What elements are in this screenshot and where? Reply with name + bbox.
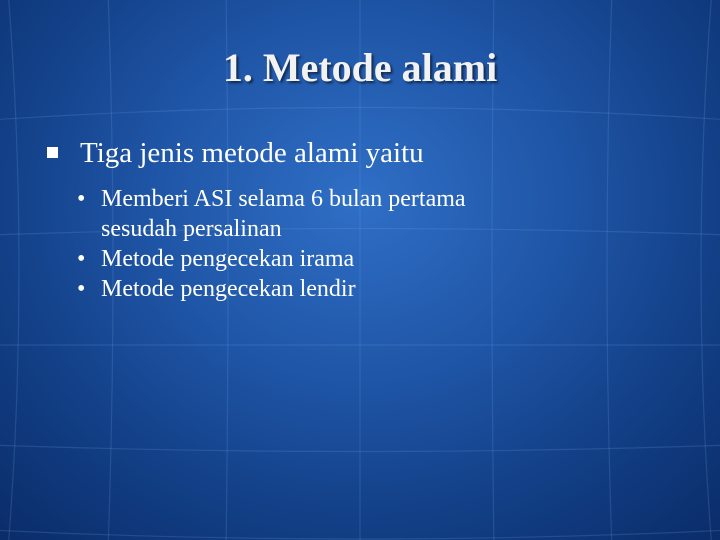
main-bullet: [40, 134, 680, 172]
sub-bullet-text: Memberi ASI selama 6 bulan pertama sesudah persalinan: [101, 186, 466, 242]
sub-bullet-list: [40, 184, 680, 304]
square-bullet-icon: [47, 147, 58, 158]
dot-bullet-icon: •: [77, 246, 86, 272]
sub-bullet-text: Metode pengecekan irama: [101, 246, 355, 272]
slide-content: [40, 134, 680, 304]
slide-title-text: 1. Metode alami: [222, 45, 498, 90]
dot-bullet-icon: •: [77, 276, 86, 302]
dot-bullet-icon: •: [77, 186, 86, 212]
sub-bullet-item: [40, 244, 501, 274]
sub-bullet-text: Metode pengecekan lendir: [101, 276, 356, 302]
sub-bullet-item: [40, 274, 501, 304]
sub-bullet-item: [40, 184, 501, 244]
slide-title: [0, 40, 720, 96]
main-bullet-text: Tiga jenis metode alami yaitu: [80, 137, 424, 169]
